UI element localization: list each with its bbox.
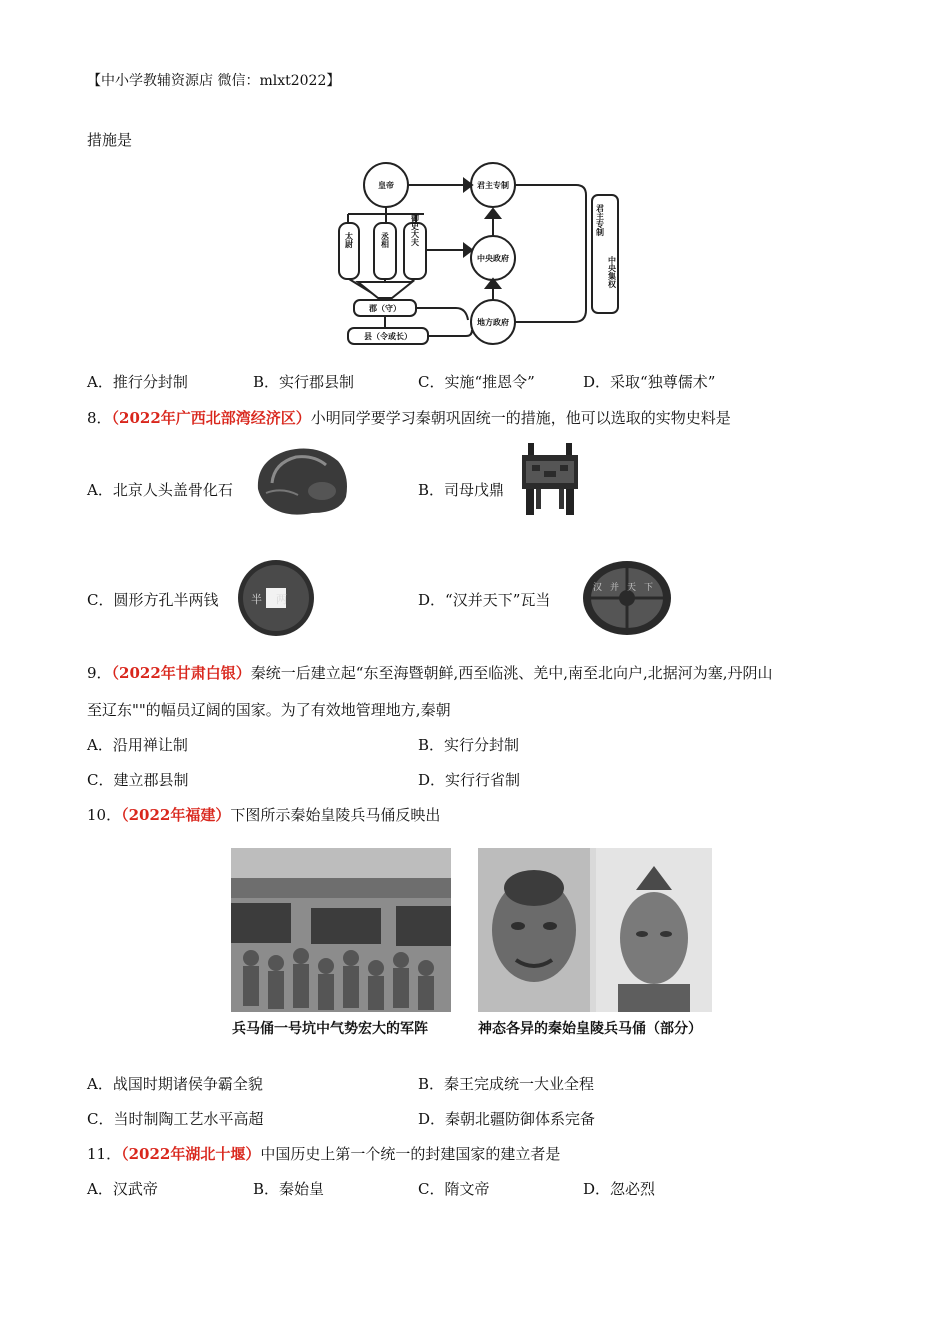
diagram-label-side1: 君主专制 (595, 204, 605, 236)
q8-stem: 小明同学要学习秦朝巩固统一的措施，他可以选取的实物史料是 (310, 409, 731, 427)
q8-option-c[interactable]: C．圆形方孔半两钱 (87, 591, 219, 609)
q9-option-b[interactable]: B．实行分封制 (418, 736, 520, 754)
terracotta-pit-photo (231, 848, 451, 1012)
diagram-label-chengxiang: 丞相 (380, 232, 390, 248)
q8-option-a[interactable]: A．北京人头盖骨化石 (87, 481, 233, 499)
q10-stem: 下图所示秦始皇陵兵马俑反映出 (230, 806, 441, 824)
q11-number: 11． (87, 1145, 122, 1163)
diagram-label-taiwei: 太尉 (344, 232, 354, 248)
diagram-label-local: 地方政府 (477, 318, 509, 327)
q11-option-d[interactable]: D．忽必烈 (583, 1180, 656, 1198)
diagram-label-side2: 中央集权 (607, 256, 617, 288)
q11-option-b[interactable]: B．秦始皇 (253, 1180, 325, 1198)
q7-option-c[interactable]: C．实施“推恩令” (418, 373, 535, 391)
q8-option-d[interactable]: D．“汉并天下”瓦当 (418, 591, 551, 609)
q9-option-d[interactable]: D．实行行省制 (418, 771, 521, 789)
q9-option-c[interactable]: C．建立郡县制 (87, 771, 189, 789)
q9-source: （2022年甘肃白银） (111, 664, 251, 682)
skull-fossil-image (252, 443, 352, 517)
wadang-tile-image (582, 560, 672, 636)
diagram-label-emperor: 皇帝 (378, 181, 394, 190)
q9-option-a[interactable]: A．沿用禅让制 (87, 736, 188, 754)
diagram-label-autocracy: 君主专制 (477, 181, 509, 190)
q11-option-c[interactable]: C．隋文帝 (418, 1180, 490, 1198)
q7-stem-tail: 措施是 (87, 131, 133, 149)
diagram-label-central: 中央政府 (477, 254, 509, 263)
caption-left: 兵马俑一号坑中气势宏大的军阵 (232, 1021, 428, 1037)
q7-structure-diagram (336, 160, 626, 350)
q7-option-d[interactable]: D．采取“独尊儒术” (583, 373, 716, 391)
terracotta-faces-photo (478, 848, 712, 1012)
q10-option-b[interactable]: B．秦王完成统一大业全程 (418, 1075, 595, 1093)
simuwu-ding-image (512, 441, 588, 517)
page-header: 【中小学教辅资源店 微信：mlxt2022】 (87, 73, 341, 89)
q10-option-d[interactable]: D．秦朝北疆防御体系完备 (418, 1110, 596, 1128)
q10-number: 10． (87, 806, 122, 824)
q10-stem-line (87, 804, 440, 825)
q7-option-a[interactable]: A．推行分封制 (87, 373, 188, 391)
q11-stem: 中国历史上第一个统一的封建国家的建立者是 (260, 1145, 561, 1163)
q8-option-b[interactable]: B．司母戊鼎 (418, 481, 505, 499)
diagram-label-jun: 郡（守） (369, 304, 401, 313)
q10-option-a[interactable]: A．战国时期诸侯争霸全貌 (87, 1075, 263, 1093)
q8-stem-line (87, 407, 731, 428)
q9-stem-line2: 至辽东""的幅员辽阔的国家。为了有效地管理地方,秦朝 (87, 701, 451, 719)
diagram-label-yushi: 御史大夫 (410, 214, 420, 246)
diagram-label-xian: 县（令或长） (364, 332, 412, 341)
banliang-coin-image (236, 558, 316, 638)
q8-number: 8． (87, 409, 112, 427)
q11-stem-line (87, 1143, 560, 1164)
q9-stem-line1 (87, 662, 773, 683)
tile-inscription: 汉并天下 (592, 583, 662, 593)
coin-inscription: 半两 (251, 593, 301, 606)
q9-number: 9． (87, 664, 112, 682)
q9-stem-part1: 秦统一后建立起“东至海暨朝鲜,西至临洮、羌中,南至北向户,北据河为塞,丹阴山 (250, 664, 773, 682)
q10-source: （2022年福建） (121, 806, 231, 824)
q11-source: （2022年湖北十堰） (121, 1145, 261, 1163)
q11-option-a[interactable]: A．汉武帝 (87, 1180, 158, 1198)
caption-right: 神态各异的秦始皇陵兵马俑（部分） (478, 1021, 702, 1037)
q8-source: （2022年广西北部湾经济区） (111, 409, 311, 427)
q10-option-c[interactable]: C．当时制陶工艺水平高超 (87, 1110, 264, 1128)
q7-option-b[interactable]: B．实行郡县制 (253, 373, 355, 391)
